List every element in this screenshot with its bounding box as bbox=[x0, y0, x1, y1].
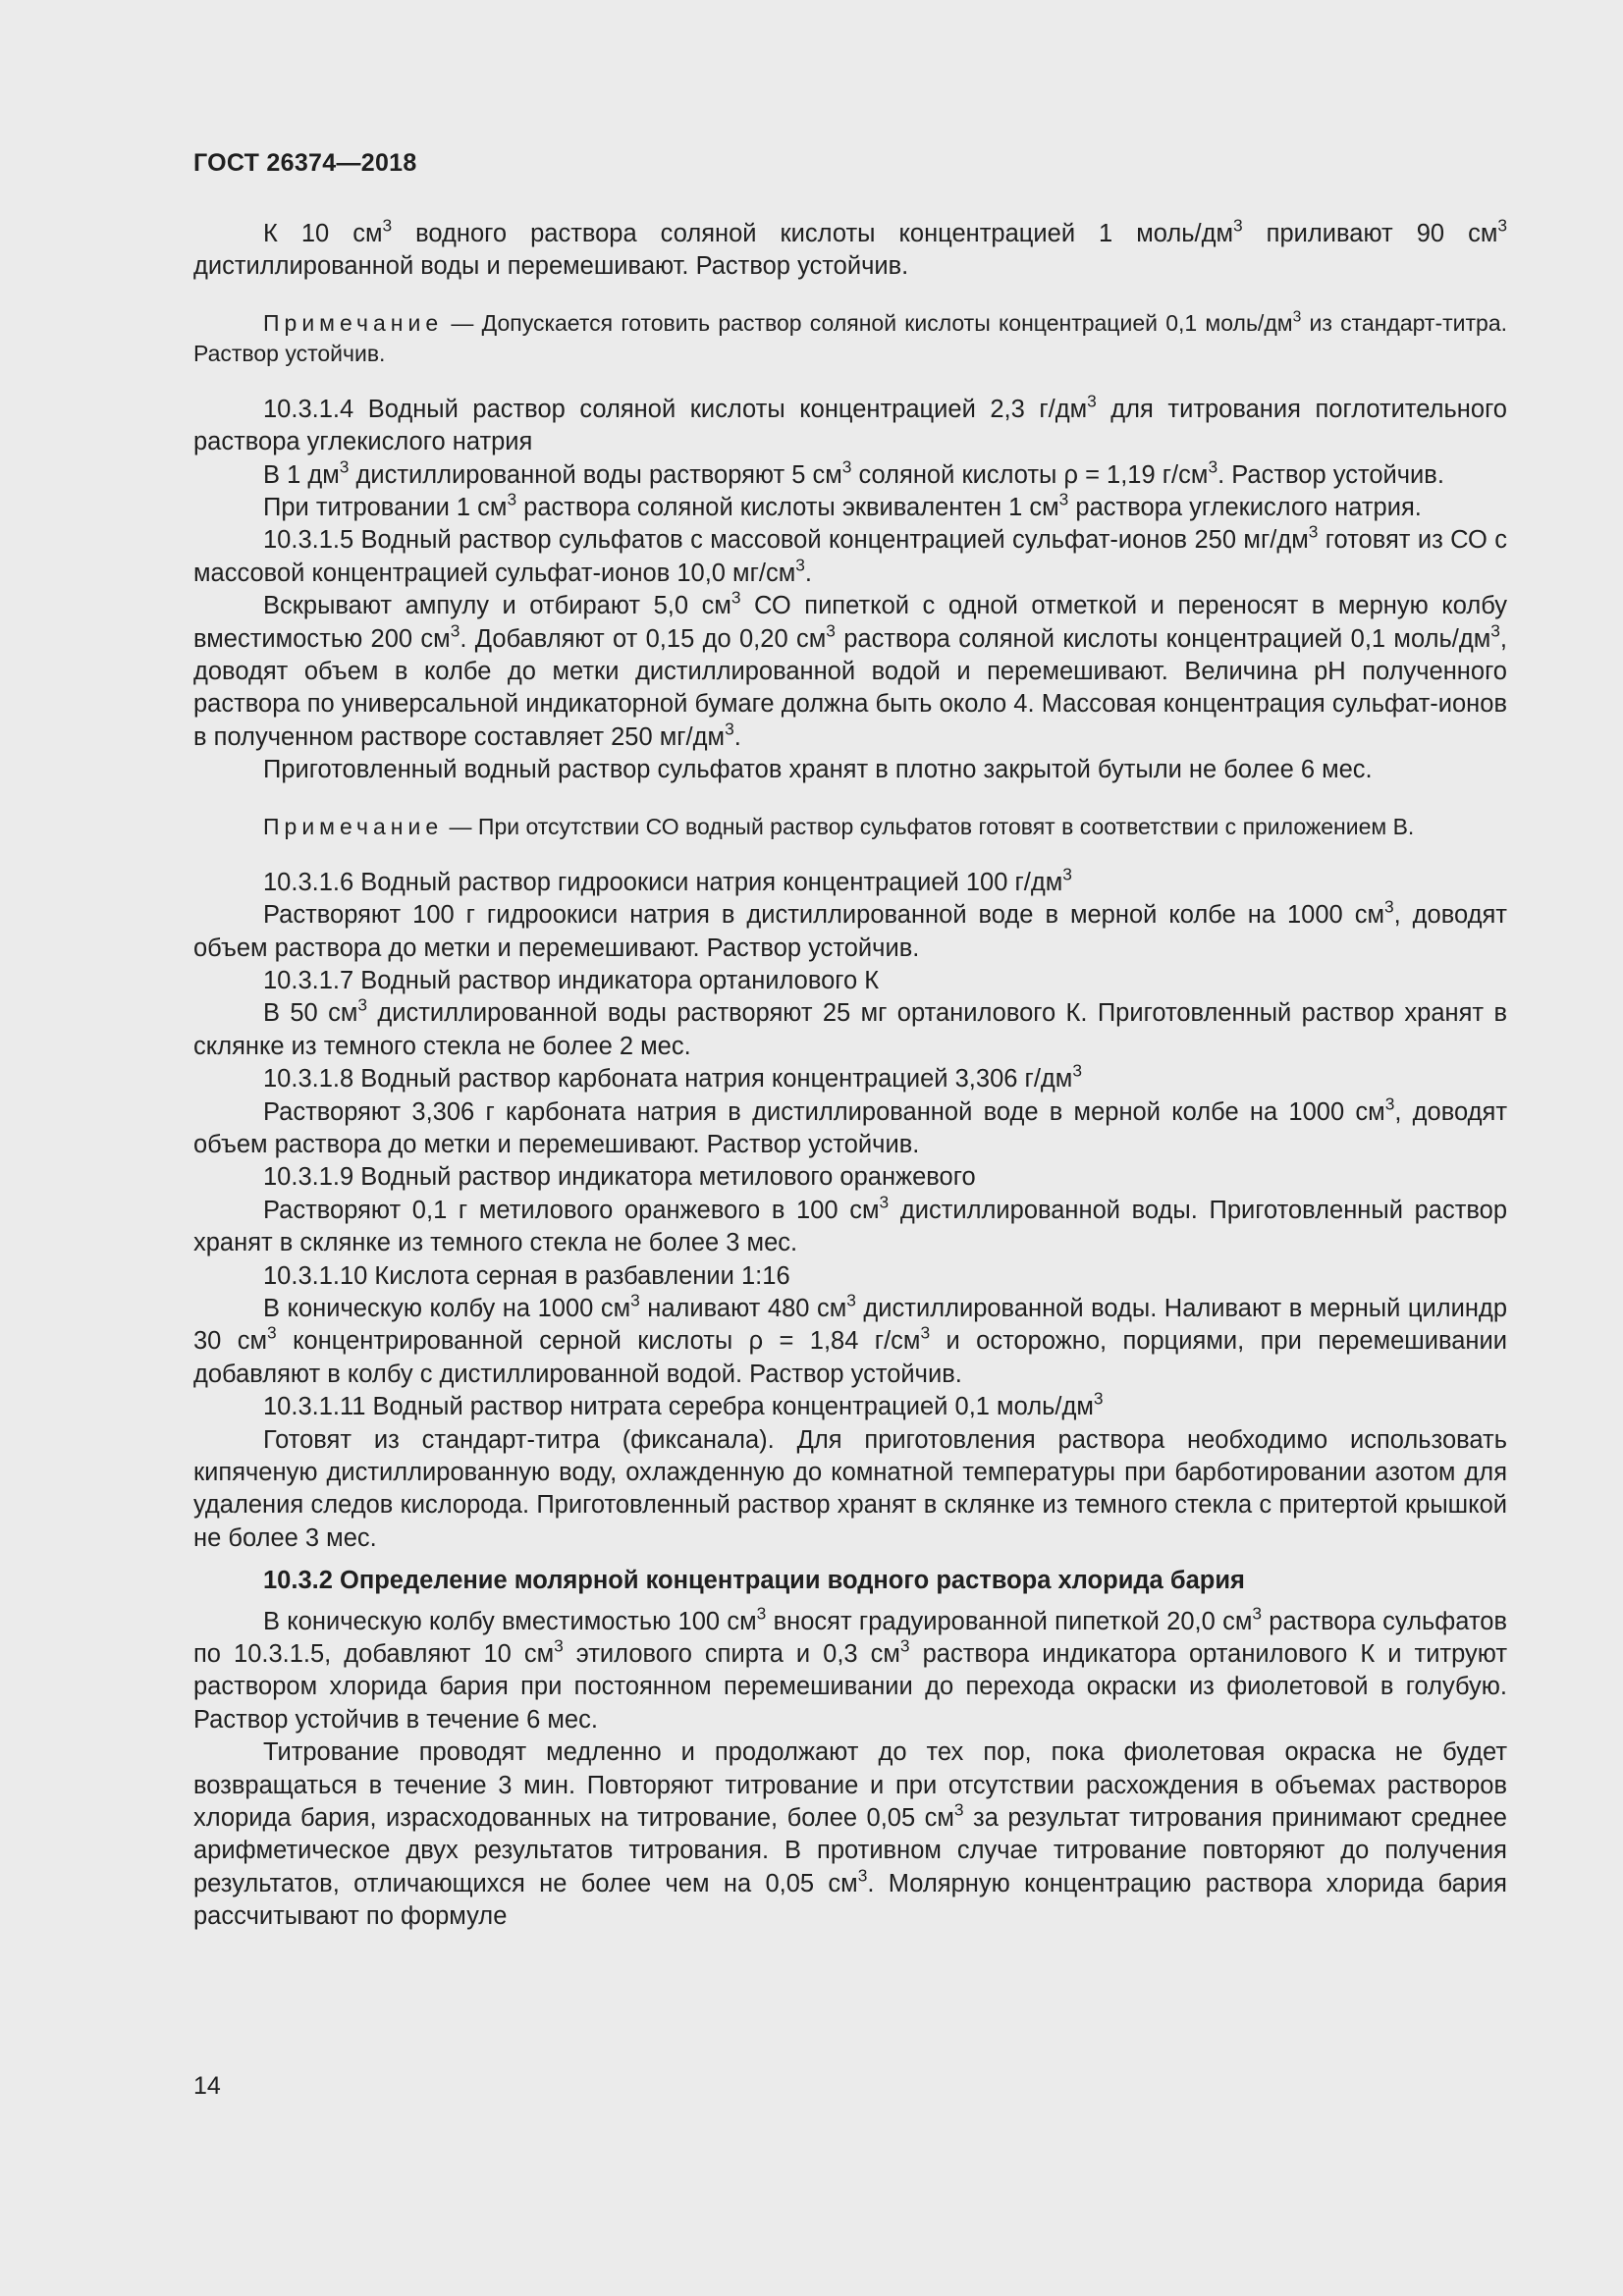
page-number: 14 bbox=[193, 2072, 221, 2100]
spacer bbox=[193, 787, 1507, 801]
body-paragraph: В коническую колбу вместимостью 100 $см^3$ вносят градуированной пипеткой 20,0 $см^3$ раствора сульфатов по 10.3.1.5, добавляют 10 $см^3$ этилового спирта и 0,3 $см^3$ раствора индикатора ортанилового К и титруют раствором хлорида бария при постоянном перемешивании до перехода окраски из фиолетовой в голубую. Раствор устойчив в течение 6 мес. bbox=[193, 1603, 1508, 1734]
body-paragraph: В 50 $см^3$ дистиллированной воды растворяют 25 мг ортанилового К. Приготовленный раствор хранят в склянке из темного стекла не более 2 мес. bbox=[193, 994, 1507, 1060]
body-paragraph: Готовят из стандарт-титра (фиксанала). Для приготовления раствора необходимо использовать кипяченую дистиллированную воду, охлажденную до комнатной температуры при барботировании азотом для удаления следов кислорода. Приготовленный раствор хранят в склянке из темного стекла с притертой крышкой не более 3 мес. bbox=[193, 1425, 1507, 1552]
body-paragraph: Растворяют 3,306 г карбоната натрия в дистиллированной воде в мерной колбе на 1000 $см^3$, доводят объем раствора до метки и перемешивают. Раствор устойчив. bbox=[193, 1094, 1507, 1158]
body-paragraph: К 10 $см^3$ водного раствора соляной кислоты концентрацией 1 моль/$дм^3$ приливают 90 $см^3$ дистиллированной воды и перемешивают. Раствор устойчив. bbox=[193, 215, 1507, 281]
body-paragraph: В 1 $дм^3$ дистиллированной воды растворяют 5 $см^3$ соляной кислоты ρ = 1,19 $г/см^3$. Раствор устойчив. bbox=[263, 456, 1444, 489]
body-paragraph: Вскрывают ампулу и отбирают 5,0 $см^3$ СО пипеткой с одной отметкой и переносят в мерную колбу вместимостью 200 $см^3$. Добавляют от 0,15 до 0,20 $см^3$ раствора соляной кислоты концентрацией 0,1 моль/$дм^3$, доводят объем в колбе до метки дистиллированной водой и перемешивают. Величина рН полученного раствора по универсальной индикаторной бумаге должна быть около 4. Массовая концентрация сульфат-ионов в полученном растворе составляет 250 $мг/дм^3$. bbox=[193, 587, 1507, 751]
note-paragraph: Примечание — При отсутствии СО водный раствор сульфатов готовят в соответствии с приложением В. bbox=[263, 813, 1415, 839]
body-paragraph: 10.3.1.9 Водный раствор индикатора метилового оранжевого bbox=[263, 1163, 976, 1192]
section-heading: 10.3.2 Определение молярной концентрации водного раствора хлорида бария bbox=[263, 1567, 1245, 1595]
spacer bbox=[193, 853, 1507, 867]
spacer bbox=[193, 380, 1507, 394]
body-paragraph: При титровании 1 $см^3$ раствора соляной кислоты эквивалентен 1 $см^3$ раствора углекислого натрия. bbox=[263, 489, 1422, 522]
body-paragraph: В коническую колбу на 1000 $см^3$ наливают 480 $см^3$ дистиллированной воды. Наливают в мерный цилиндр 30 $см^3$ концентрированной серной кислоты ρ = 1,84 $г/см^3$ и осторожно, порциями, при перемешивании добавляют в колбу с дистиллированной водой. Раствор устойчив. bbox=[193, 1290, 1507, 1388]
body-paragraph: 10.3.1.5 Водный раствор сульфатов с массовой концентрацией сульфат-ионов 250 $мг/дм^3$ готовят из СО с массовой концентрацией сульфат-ионов 10,0 $мг/см^3$. bbox=[193, 522, 1507, 587]
body-paragraph: Растворяют 100 г гидроокиси натрия в дистиллированной воде в мерной колбе на 1000 $см^3$, доводят объем раствора до метки и перемешивают. Раствор устойчив. bbox=[193, 896, 1507, 962]
spacer bbox=[193, 284, 1507, 297]
document-header: ГОСТ 26374—2018 bbox=[193, 149, 417, 177]
body-paragraph: 10.3.1.4 Водный раствор соляной кислоты концентрацией 2,3 $г/дм^3$ для титрования поглотительного раствора углекислого натрия bbox=[193, 391, 1507, 456]
document-body bbox=[193, 215, 1508, 1934]
note-paragraph: Примечание — Допускается готовить раствор соляной кислоты концентрацией 0,1 моль/$дм^3$ из стандарт-титра. Раствор устойчив. bbox=[193, 308, 1507, 366]
body-paragraph: 10.3.1.7 Водный раствор индикатора ортанилового К bbox=[263, 966, 880, 994]
body-paragraph: 10.3.1.11 Водный раствор нитрата серебра концентрацией 0,1 моль/$дм^3$ bbox=[263, 1388, 1104, 1421]
body-paragraph: Приготовленный водный раствор сульфатов хранят в плотно закрытой бутыли не более 6 мес. bbox=[263, 756, 1373, 784]
body-paragraph: 10.3.1.8 Водный раствор карбоната натрия концентрацией 3,306 $г/дм^3$ bbox=[263, 1060, 1082, 1094]
body-paragraph: Титрование проводят медленно и продолжают до тех пор, пока фиолетовая окраска не будет возвращаться в течение 3 мин. Повторяют титрование и при отсутствии расхождения в объемах растворов хлорида бария, израсходованных на титрование, более 0,05 $см^3$ за результат титрования принимают среднее арифметическое двух результатов титрования. В противном случае титрование повторяют до получения результатов, отличающихся не более чем на 0,05 $см^3$. Молярную концентрацию раствора хлорида бария рассчитывают по формуле bbox=[193, 1738, 1507, 1931]
body-paragraph: 10.3.1.6 Водный раствор гидроокиси натрия концентрацией 100 $г/дм^3$ bbox=[263, 864, 1072, 896]
body-paragraph: Растворяют 0,1 г метилового оранжевого в 100 $см^3$ дистиллированной воды. Приготовленный раствор хранят в склянке из темного стекла не более 3 мес. bbox=[193, 1192, 1508, 1257]
body-paragraph: 10.3.1.10 Кислота серная в разбавлении 1:16 bbox=[263, 1261, 790, 1290]
